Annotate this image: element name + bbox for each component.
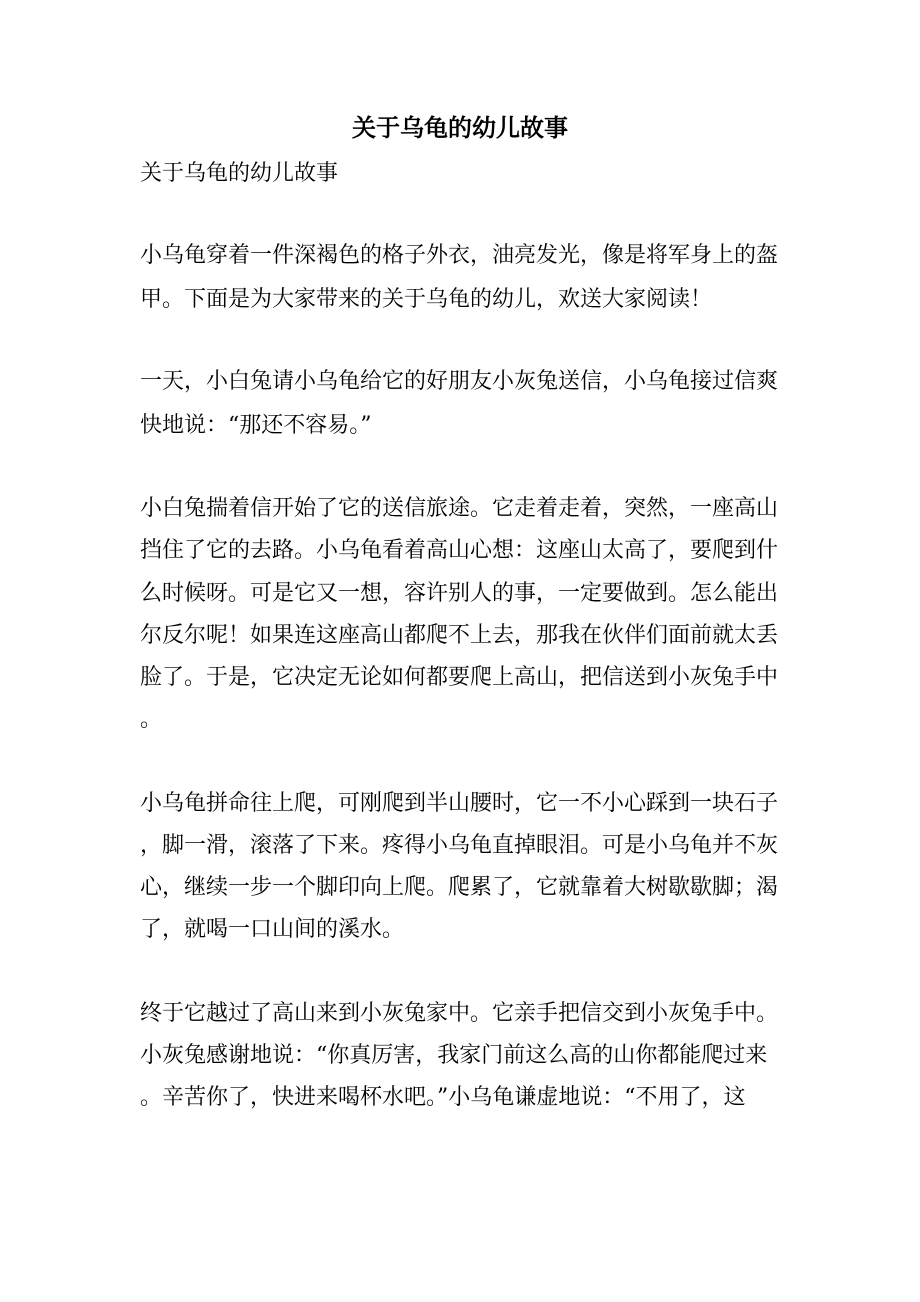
- paragraph-4-line-1: 小乌龟拼命往上爬，可刚爬到半山腰时，它一不小心踩到一块石子: [140, 791, 779, 816]
- paragraph-1-line-1: 小乌龟穿着一件深褐色的格子外衣，油亮发光，像是将军身上的盔: [140, 243, 779, 268]
- paragraph-4-line-4: 了，就喝一口山间的溪水。: [140, 917, 405, 942]
- paragraph-5-line-3: 。辛苦你了，快进来喝杯水吧。”小乌龟谦虚地说：“不用了，这: [140, 1085, 746, 1110]
- paragraph-5-line-1: 终于它越过了高山来到小灰兔家中。它亲手把信交到小灰兔手中。: [140, 1001, 779, 1026]
- paragraph-1-line-2: 甲。下面是为大家带来的关于乌龟的幼儿，欢送大家阅读！: [140, 287, 713, 312]
- paragraph-2-line-1: 一天，小白兔请小乌龟给它的好朋友小灰兔送信，小乌龟接过信爽: [140, 369, 779, 394]
- paragraph-3-line-6: 。: [140, 707, 163, 732]
- paragraph-3-line-5: 脸了。于是，它决定无论如何都要爬上高山，把信送到小灰兔手中: [140, 665, 779, 690]
- paragraph-4-line-3: 心，继续一步一个脚印向上爬。爬累了，它就靠着大树歇歇脚；渴: [140, 875, 779, 900]
- document-title: 关于乌龟的幼儿故事: [352, 113, 568, 142]
- paragraph-2-line-2: 快地说：“那还不容易。”: [140, 413, 372, 438]
- paragraph-3-line-2: 挡住了它的去路。小乌龟看着高山心想：这座山太高了，要爬到什: [140, 538, 779, 563]
- paragraph-3-line-4: 尔反尔呢！如果连这座高山都爬不上去，那我在伙伴们面前就太丢: [140, 623, 779, 648]
- paragraph-3-line-3: 么时候呀。可是它又一想，容许别人的事，一定要做到。怎么能出: [140, 581, 779, 606]
- paragraph-3-line-1: 小白兔揣着信开始了它的送信旅途。它走着走着，突然，一座高山: [140, 496, 779, 521]
- paragraph-4-line-2: ，脚一滑，滚落了下来。疼得小乌龟直掉眼泪。可是小乌龟并不灰: [140, 833, 779, 858]
- paragraph-5-line-2: 小灰兔感谢地说：“你真厉害，我家门前这么高的山你都能爬过来: [140, 1043, 768, 1068]
- document-subtitle: 关于乌龟的幼儿故事: [140, 161, 339, 186]
